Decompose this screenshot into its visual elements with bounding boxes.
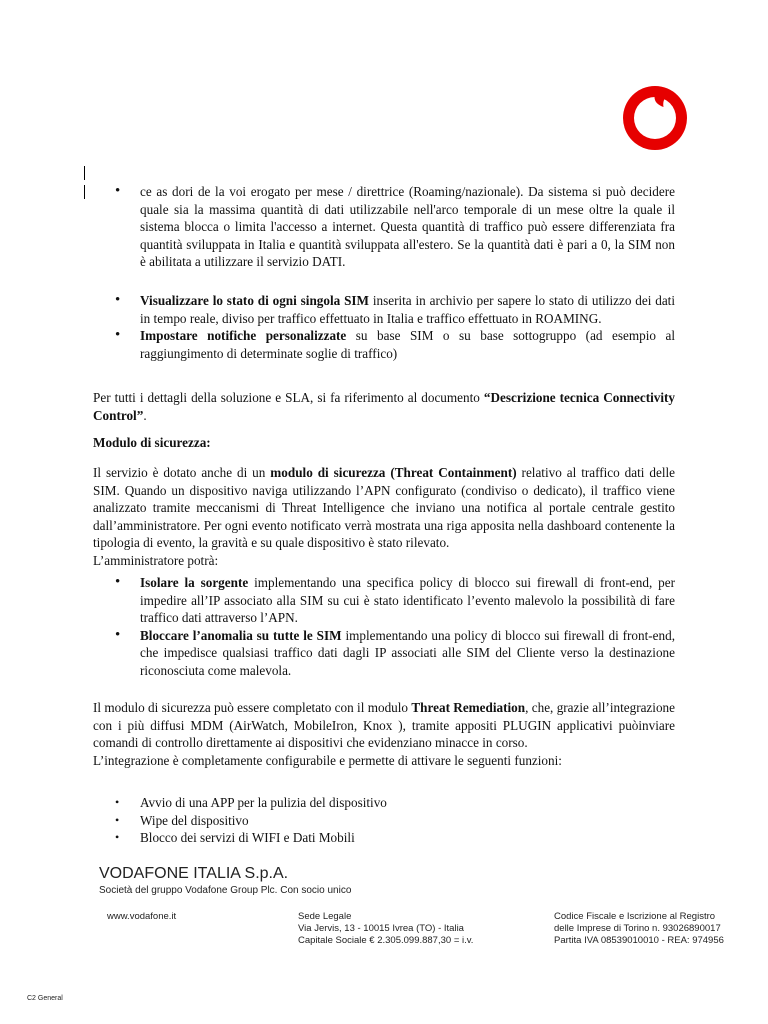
classification-label: C2 General <box>27 995 63 1002</box>
section-heading: Modulo di sicurezza: <box>93 435 211 450</box>
list-item: • Bloccare l’anomalia su tutte le SIM implementando una policy di blocco sui firewall di front-end, che impedisce qualsiasi traffico dati dagli IP associati alle SIM del Cliente verso la destinazione riconosciuta come malevola. <box>93 627 675 680</box>
security-bullets <box>93 574 675 680</box>
footer-legal-address: Sede Legale Via Jervis, 13 - 10015 Ivrea (TO) - Italia Capitale Sociale € 2.305.099.887,30 = i.v. <box>298 911 474 946</box>
remediation-paragraph: Il modulo di sicurezza può essere completato con il modulo Threat Remediation, che, grazie all’integrazione con i più diffusi MDM (AirWatch, MobileIron, Knox ), tramite appositi PLUGIN applicativi puòinviare comandi di controllo direttamente ai dispositivi che evidenziano minacce in corso. L’integrazione è completamente configurabile e permette di attivare le seguenti funzioni: <box>93 700 675 768</box>
reference-paragraph: Per tutti i dettagli della soluzione e SLA, si fa riferimento al documento “Descrizione tecnica Connectivity Control”. <box>93 390 675 423</box>
functions-list <box>93 794 675 847</box>
list-item: • Wipe del dispositivo <box>93 812 675 830</box>
vodafone-logo-icon <box>623 86 687 150</box>
security-paragraph: Il servizio è dotato anche di un modulo di sicurezza (Threat Containment) relativo al traffico dati delle SIM. Quando un dispositivo naviga utilizzando l’APN configurato (condiviso o dedicato), il traffico viene analizzato tramite meccanismi di Threat Intelligence che inviano una notifica al portale centrale gestito dall’amministratore. Per ogni evento notificato verrà mostrata una riga apposita nella dashboard contenente la tipologia di evento, la gravità e su quale dispositivo è stato rilevato. L’amministratore potrà: <box>93 465 676 568</box>
footer-website[interactable]: www.vodafone.it <box>107 911 177 922</box>
intro-bullet-block <box>93 183 675 271</box>
footer-fiscal-info: Codice Fiscale e Iscrizione al Registro delle Imprese di Torino n. 93026890017 Partita IVA 08539010010 - REA: 974956 <box>554 911 724 946</box>
list-item: • Blocco dei servizi di WIFI e Dati Mobili <box>93 829 675 847</box>
feature-bullets <box>93 292 675 362</box>
list-item: • ce as dori de la voi erogato per mese / direttrice (Roaming/nazionale). Da sistema si può decidere quale sia la massima quantità di dati utilizzabile nell'arco temporale di un mese oltre la quale il sistema blocca o limita l'accesso a internet. Questa quantità di traffico può essere differenziata fra quantità sviluppata in Italia e quantità sviluppata all'estero. Se la quantità dati è pari a 0, la SIM non è abilitata a utilizzare il servizio DATI. <box>93 183 675 271</box>
revision-mark <box>84 166 85 180</box>
footer-subtitle: Società del gruppo Vodafone Group Plc. Con socio unico <box>99 885 352 896</box>
list-item: • Visualizzare lo stato di ogni singola SIM inserita in archivio per sapere lo stato di utilizzo dei dati in tempo reale, diviso per traffico effettuato in Italia e traffico effettuato in ROAMING. <box>93 292 675 327</box>
revision-mark <box>84 185 85 199</box>
list-item: • Impostare notifiche personalizzate su base SIM o su base sottogruppo (ad esempio al raggiungimento di determinate soglie di traffico) <box>93 327 675 362</box>
list-item: • Avvio di una APP per la pulizia del dispositivo <box>93 794 675 812</box>
list-item: • Isolare la sorgente implementando una specifica policy di blocco sui firewall di front-end, per impedire all’IP associato alla SIM su cui è stato identificato l’evento malevolo la possibilità di fare traffico dati attraverso l’APN. <box>93 574 675 627</box>
footer-company-name: VODAFONE ITALIA S.p.A. <box>99 865 289 882</box>
